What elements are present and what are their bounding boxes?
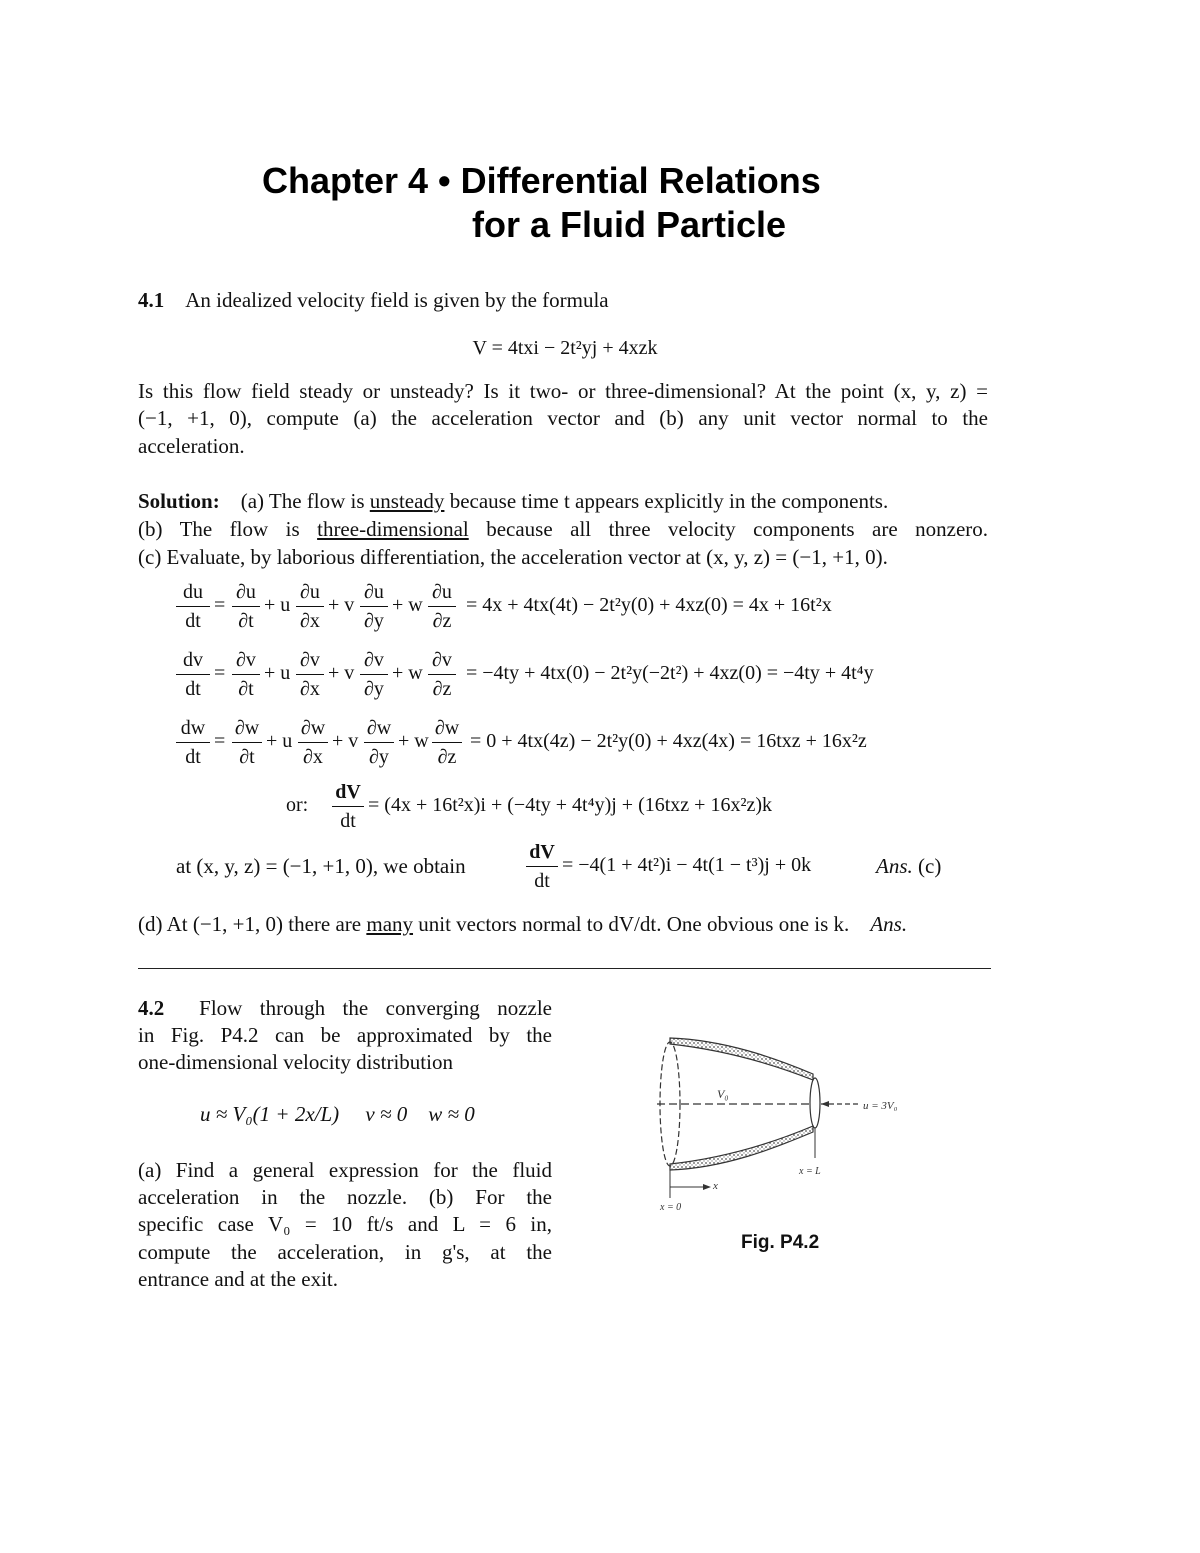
exit-velocity-label: u = 3V₀ bbox=[863, 1100, 898, 1112]
dw-dt-rhs: = 0 + 4tx(4z) − 2t²y(0) + 4xz(4x) = 16txz + 16x²z bbox=[470, 730, 867, 752]
question-line-3: acceleration. bbox=[138, 434, 245, 458]
p42-question-2: acceleration in the nozzle. (b) For the bbox=[138, 1185, 552, 1209]
keyword-three-dimensional: three-dimensional bbox=[317, 517, 469, 541]
x-axis-arrow-icon bbox=[703, 1184, 711, 1190]
problem-4-2-line-3: one-dimensional velocity distribution bbox=[138, 1050, 453, 1074]
sol-b-post: because all three velocity components are nonzero. bbox=[486, 517, 989, 541]
x-equals-0-label: x = 0 bbox=[660, 1202, 682, 1213]
sol-a-pre: (a) The flow is bbox=[240, 489, 365, 513]
x-equals-L-label: x = L bbox=[799, 1166, 821, 1177]
problem-4-2-line-1 bbox=[138, 995, 552, 1023]
solution-label: Solution: bbox=[138, 489, 220, 513]
keyword-unsteady: unsteady bbox=[369, 489, 445, 513]
figure-caption: Fig. P4.2 bbox=[741, 1232, 820, 1253]
section-divider bbox=[138, 968, 991, 969]
exit-ellipse bbox=[810, 1078, 820, 1128]
or-label: or: bbox=[286, 794, 309, 816]
solution-d bbox=[138, 911, 907, 939]
equation-total-acceleration: or: dV dt = (4x + 16t²x)i + (−4ty + 4t⁴y)j + (16txz + 16x²z)k bbox=[286, 781, 772, 832]
ans-c-part: (c) bbox=[918, 854, 942, 878]
chapter-title-line2: for a Fluid Particle bbox=[472, 204, 787, 245]
lower-nozzle-wall bbox=[670, 1126, 813, 1170]
p42-question-1: (a) Find a general expression for the fluid bbox=[138, 1158, 552, 1182]
ans-c-label: Ans. bbox=[876, 854, 913, 878]
upper-nozzle-wall bbox=[670, 1038, 813, 1080]
formula-w: w ≈ 0 bbox=[428, 1102, 475, 1126]
v0-label: V₀ bbox=[717, 1087, 729, 1101]
problem-number-4-2: 4.2 bbox=[138, 996, 165, 1020]
p42-question-4: compute the acceleration, in g's, at the bbox=[138, 1240, 552, 1264]
nozzle-velocity-formula bbox=[200, 1102, 475, 1127]
formula-u: u ≈ V₀(1 + 2x/L) bbox=[200, 1102, 340, 1126]
p42-question-5: entrance and at the exit. bbox=[138, 1267, 338, 1291]
solution-b bbox=[138, 516, 988, 544]
at-point-rhs: = −4(1 + 4t²)i − 4t(1 − t³)j + 0k bbox=[562, 854, 812, 876]
nozzle-figure bbox=[645, 1030, 935, 1220]
p42-line-0: Flow through the converging nozzle bbox=[199, 996, 552, 1020]
equation-dw-dt: dw dt = ∂w ∂t + u ∂w ∂x + v ∂w ∂y + w ∂w ∂z = 0 + 4tx(4z) − 2t²y(0) + 4xz(4x) = 16txz + 16x²z bbox=[176, 716, 996, 776]
sol-b-pre: (b) The flow is bbox=[138, 517, 300, 541]
at-point-text: at (x, y, z) = (−1, +1, 0), we obtain bbox=[176, 854, 466, 878]
p42-question-3: specific case V₀ = 10 ft/s and L = 6 in, bbox=[138, 1212, 552, 1236]
du-dt-rhs: = 4x + 4tx(4t) − 2t²y(0) + 4xz(0) = 4x + 16t²x bbox=[466, 594, 832, 616]
problem-number: 4.1 bbox=[138, 288, 165, 312]
exit-arrow-icon bbox=[821, 1101, 829, 1107]
sol-a-post: because time t appears explicitly in the components. bbox=[449, 489, 889, 513]
total-rhs: = (4x + 16t²x)i + (−4ty + 4t⁴y)j + (16txz + 16x²z)k bbox=[368, 794, 772, 816]
problem-4-1-intro bbox=[138, 287, 609, 315]
solution-a bbox=[138, 488, 888, 516]
equation-du-dt: du dt = ∂u ∂t + u ∂u ∂x + v ∂u ∂y + w ∂u ∂z = 4x + 4tx(4t) − 2t²y(0) + 4xz(0) = 4x + 16t²x bbox=[176, 580, 996, 640]
problem-4-2-line-2: in Fig. P4.2 can be approximated by the bbox=[138, 1023, 552, 1047]
equation-dv-dt: dv dt = ∂v ∂t + u ∂v ∂x + v ∂v ∂y + w ∂v ∂z = −4ty + 4tx(0) − 2t²y(−2t²) + 4xz(0) = −4ty + 4t⁴y bbox=[176, 648, 996, 708]
dv-dt-rhs: = −4ty + 4tx(0) − 2t²y(−2t²) + 4xz(0) = −4ty + 4t⁴y bbox=[466, 662, 874, 684]
formula-v: v ≈ 0 bbox=[365, 1102, 408, 1126]
velocity-formula: V = 4txi − 2t²yj + 4xzk bbox=[472, 337, 658, 359]
intro-text: An idealized velocity field is given by the formula bbox=[185, 288, 609, 312]
solution-c: (c) Evaluate, by laborious differentiation, the acceleration vector at (x, y, z) = (−1, +1, 0). bbox=[138, 545, 888, 569]
x-axis-label: x bbox=[713, 1180, 718, 1192]
keyword-many: many bbox=[366, 912, 414, 936]
equation-at-point: at (x, y, z) = (−1, +1, 0), we obtain dV dt = −4(1 + 4t²)i − 4t(1 − t³)j + 0k Ans. (c) bbox=[176, 841, 942, 892]
chapter-title-line1: Chapter 4 • Differential Relations bbox=[262, 160, 821, 201]
sol-d-post: unit vectors normal to dV/dt. One obvious one is k. bbox=[418, 912, 850, 936]
sol-d-pre: (d) At (−1, +1, 0) there are bbox=[138, 912, 362, 936]
question-line-1: Is this flow field steady or unsteady? Is it two- or three-dimensional? At the point (x, y, z) = bbox=[138, 379, 988, 403]
question-line-2: (−1, +1, 0), compute (a) the acceleration vector and (b) any unit vector normal to the bbox=[138, 406, 988, 430]
ans-d-label: Ans. bbox=[870, 912, 908, 936]
